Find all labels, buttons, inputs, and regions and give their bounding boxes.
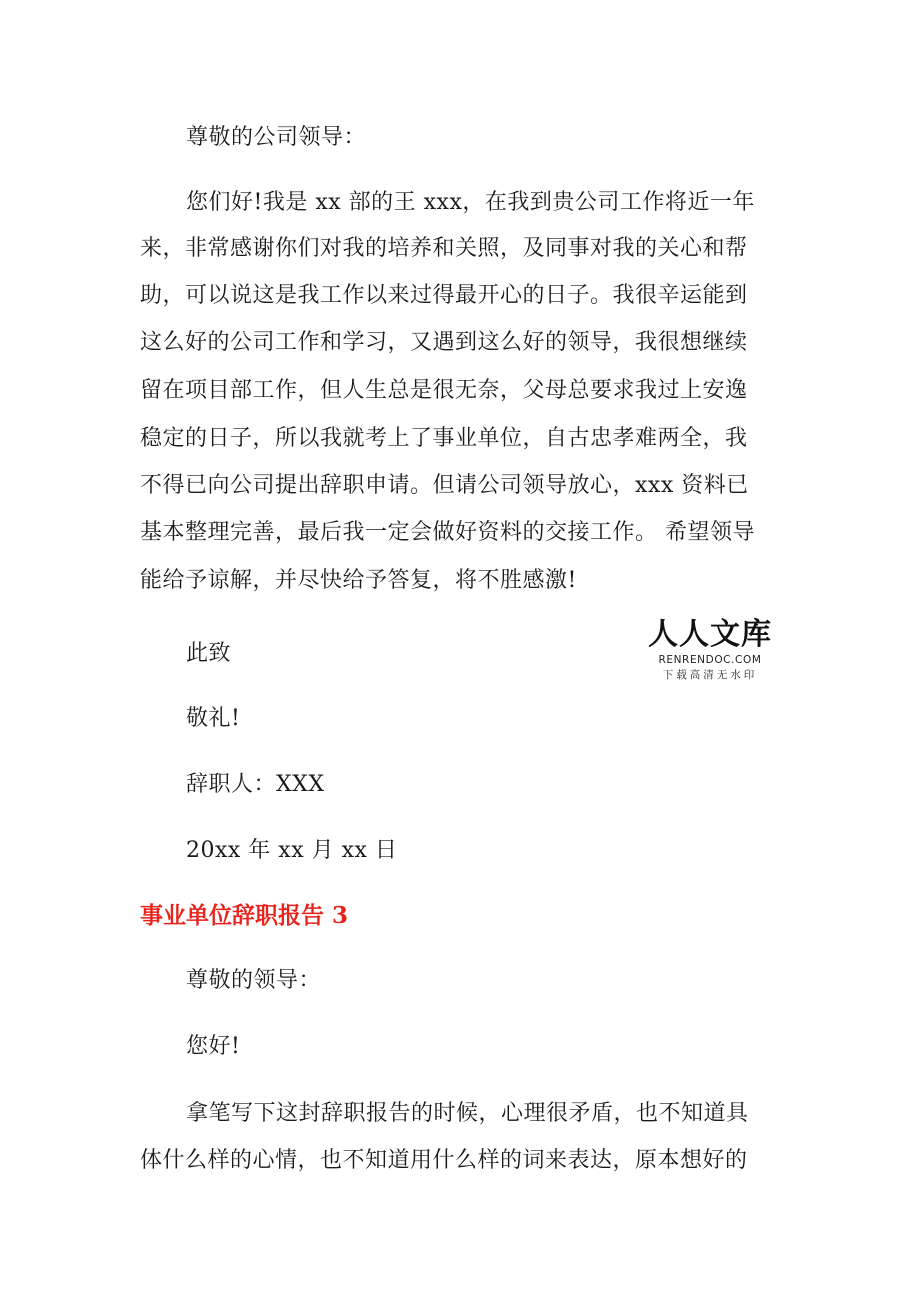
- letter2-hello: 您好!: [186, 1034, 241, 1059]
- letter1-body-line: 基本整理完善，最后我一定会做好资料的交接工作。 希望领导: [140, 520, 755, 545]
- letter1-salute: 敬礼!: [186, 706, 241, 731]
- letter1-body-line: 助，可以说这是我工作以来过得最开心的日子。我很辛运能到: [140, 283, 748, 308]
- watermark-domain: RENRENDOC.COM: [658, 654, 762, 666]
- letter2-body-line: 体什么样的心情，也不知道用什么样的词来表达，原本想好的: [140, 1148, 748, 1173]
- letter2-greeting: 尊敬的领导：: [186, 968, 322, 993]
- letter1-body-line: 您们好!我是 xx 部的王 xxx，在我到贵公司工作将近一年: [186, 190, 755, 215]
- section-heading: 事业单位辞职报告 3: [140, 902, 349, 929]
- watermark-subtitle: 下载高清无水印: [662, 668, 758, 681]
- letter1-body-line: 来，非常感谢你们对我的培养和关照，及同事对我的关心和帮: [140, 236, 748, 261]
- letter2-body-line: 拿笔写下这封辞职报告的时候，心理很矛盾，也不知道具: [186, 1101, 749, 1126]
- letter1-body-line: 这么好的公司工作和学习，又遇到这么好的领导，我很想继续: [140, 330, 748, 355]
- letter1-body-line: 稳定的日子，所以我就考上了事业单位，自古忠孝难两全，我: [140, 426, 748, 451]
- renrendoc-watermark-logo: [640, 617, 780, 681]
- letter1-greeting: 尊敬的公司领导：: [186, 125, 367, 150]
- letter1-body-line: 能给予谅解，并尽快给予答复，将不胜感激!: [140, 568, 577, 593]
- letter1-closing: 此致: [186, 641, 232, 666]
- letter1-body-line: 不得已向公司提出辞职申请。但请公司领导放心，xxx 资料已: [140, 473, 749, 498]
- letter1-body-line: 留在项目部工作，但人生总是很无奈，父母总要求我过上安逸: [140, 378, 748, 403]
- letter1-date: 20xx 年 xx 月 xx 日: [186, 838, 398, 863]
- letter1-signature: 辞职人：XXX: [186, 772, 325, 797]
- watermark-title: 人人文库: [648, 617, 772, 652]
